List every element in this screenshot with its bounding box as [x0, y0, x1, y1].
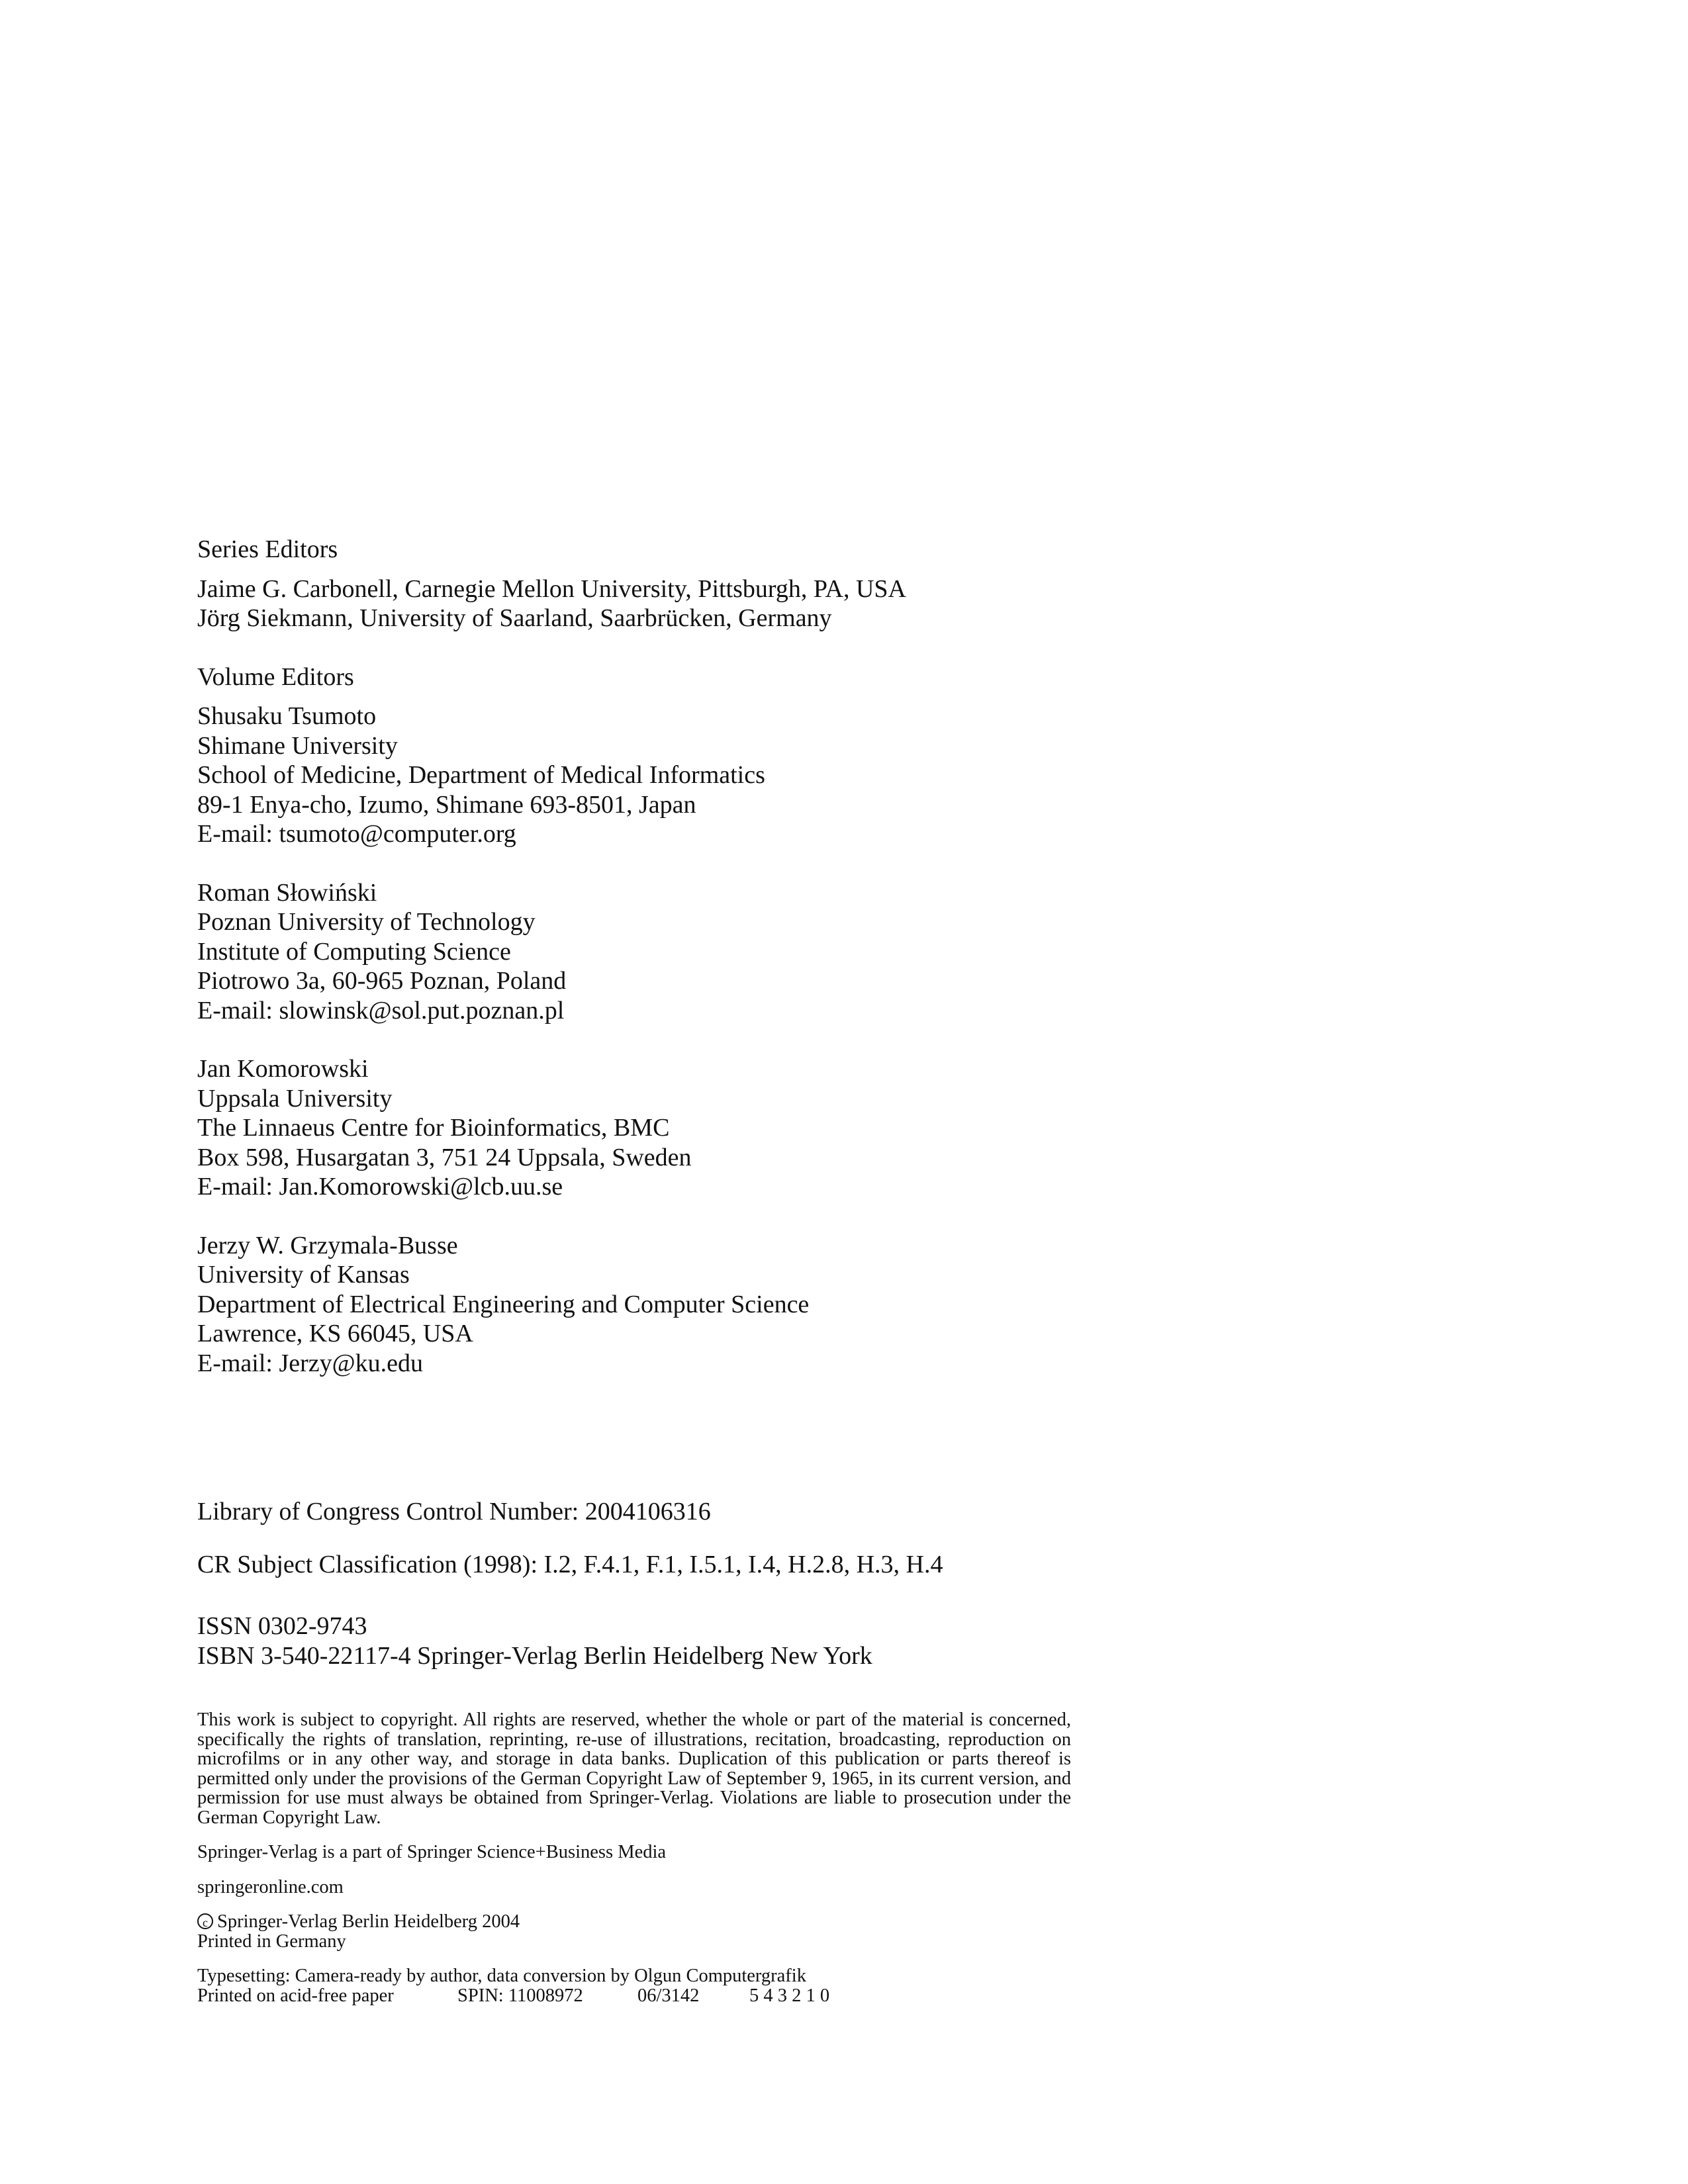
editor-affiliation: University of Kansas [197, 1261, 410, 1289]
series-editors-heading: Series Editors [197, 535, 338, 563]
cr-subject-classification: CR Subject Classification (1998): I.2, F.4.1, F.1, I.5.1, I.4, H.2.8, H.3, H.4 [197, 1550, 943, 1578]
print-run: 5 4 3 2 1 0 [749, 1985, 830, 2006]
volume-editor-entry [197, 702, 1084, 849]
series-editor-line: Jörg Siekmann, University of Saarland, Saarbrücken, Germany [197, 604, 832, 632]
springer-media-statement: Springer-Verlag is a part of Springer Science+Business Media [197, 1842, 667, 1862]
volume-editors-heading: Volume Editors [197, 662, 354, 691]
typesetting-credit: Typesetting: Camera-ready by author, data conversion by Olgun Computergrafik [197, 1966, 806, 1986]
editor-affiliation: Poznan University of Technology [197, 908, 536, 936]
volume-editor-entry [197, 1231, 1084, 1379]
series-editors-list [197, 574, 1084, 633]
editor-name: Jerzy W. Grzymala-Busse [197, 1231, 458, 1259]
print-code: 06/3142 [637, 1985, 700, 2006]
isbn: ISBN 3-540-22117-4 Springer-Verlag Berlin Heidelberg New York [197, 1641, 872, 1670]
editor-affiliation: Uppsala University [197, 1084, 393, 1113]
editor-name: Shusaku Tsumoto [197, 702, 377, 730]
spin-number: SPIN: 11008972 [457, 1985, 583, 2006]
loc-control-number: Library of Congress Control Number: 2004106316 [197, 1498, 711, 1525]
editor-email: E-mail: slowinsk@sol.put.poznan.pl [197, 996, 565, 1024]
publisher-website: springeronline.com [197, 1876, 344, 1897]
print-info-row [197, 1986, 1084, 2006]
copyright-block [197, 1912, 1084, 1951]
series-editors-section [197, 535, 1084, 633]
isbn-issn-block [197, 1612, 1084, 1670]
editor-department: The Linnaeus Centre for Bioinformatics, BMC [197, 1114, 670, 1142]
volume-editor-entry [197, 878, 1084, 1026]
printed-in: Printed in Germany [197, 1931, 346, 1952]
copyright-icon: c [197, 1913, 213, 1929]
production-block [197, 1966, 1084, 2005]
editor-address: 89-1 Enya-cho, Izumo, Shimane 693-8501, Japan [197, 790, 696, 819]
editor-email: E-mail: Jan.Komorowski@lcb.uu.se [197, 1173, 563, 1201]
paper-note: Printed on acid-free paper [197, 1985, 394, 2006]
editor-department: Department of Electrical Engineering and Computer Science [197, 1290, 810, 1318]
editor-email: E-mail: Jerzy@ku.edu [197, 1349, 423, 1377]
editor-name: Jan Komorowski [197, 1055, 369, 1083]
editor-email: E-mail: tsumoto@computer.org [197, 820, 516, 848]
issn: ISSN 0302-9743 [197, 1612, 367, 1640]
volume-editors-section [197, 662, 1084, 1379]
volume-editor-entry [197, 1054, 1084, 1202]
copyright-holder: Springer-Verlag Berlin Heidelberg 2004 [217, 1911, 520, 1932]
copyright-line [197, 1912, 1084, 1932]
series-editor-line: Jaime G. Carbonell, Carnegie Mellon University, Pittsburgh, PA, USA [197, 574, 906, 603]
editor-address: Piotrowo 3a, 60-965 Poznan, Poland [197, 967, 567, 995]
editor-address: Lawrence, KS 66045, USA [197, 1320, 473, 1347]
editor-department: School of Medicine, Department of Medical Informatics [197, 761, 765, 789]
editor-affiliation: Shimane University [197, 731, 398, 760]
editor-name: Roman Słowiński [197, 878, 377, 907]
page-content [197, 535, 1084, 2005]
copyright-notice: This work is subject to copyright. All rights are reserved, whether the whole or part of the material is concerned, specifically the rights of translation, reprinting, re-use of illustrations, recitation, broadcasting, reproduction on microfilms or in any other way, and storage in data banks. Duplication of this publication or parts thereof is permitted only under the provisions of the German Copyright Law of September 9, 1965, in its current version, and permission for use must always be obtained from Springer-Verlag. Violations are liable to prosecution under the German Copyright Law. [197, 1709, 1071, 1828]
editor-department: Institute of Computing Science [197, 937, 511, 966]
editor-address: Box 598, Husargatan 3, 751 24 Uppsala, Sweden [197, 1143, 692, 1171]
